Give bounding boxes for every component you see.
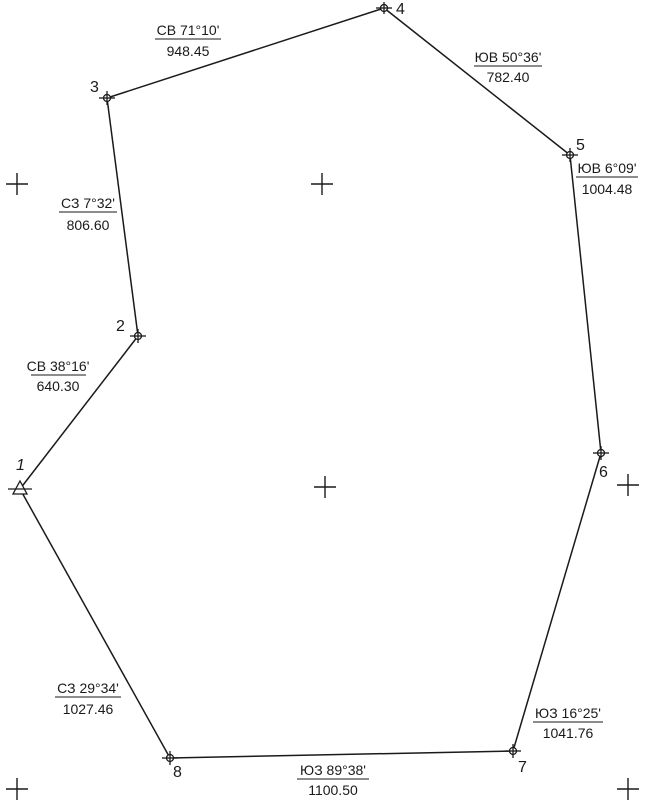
station-8-marker <box>162 751 178 765</box>
station-3-label: 3 <box>90 79 99 96</box>
station-7-marker <box>505 744 521 758</box>
station-labels <box>16 1 608 781</box>
length-label: 806.60 <box>66 217 110 233</box>
annotation-side-4-5 <box>474 49 542 85</box>
station-2-label: 2 <box>116 318 125 335</box>
annotation-side-1-2 <box>27 358 90 394</box>
station-4-label: 4 <box>396 1 405 18</box>
length-label: 1100.50 <box>308 782 358 798</box>
annotation-side-3-4 <box>155 22 221 59</box>
station-1-triangle-marker <box>8 481 32 494</box>
side-annotations <box>27 22 638 798</box>
annotation-side-6-7 <box>533 705 603 741</box>
length-label: 640.30 <box>36 378 80 394</box>
side-4-5 <box>384 8 570 155</box>
bearing-label: СЗ 7°32' <box>61 195 115 211</box>
length-label: 1027.46 <box>62 701 114 717</box>
length-label: 1041.76 <box>542 725 594 741</box>
bearing-label: ЮЗ 16°25' <box>535 705 601 721</box>
annotation-side-7-8 <box>297 762 369 798</box>
station-3-marker <box>99 91 115 105</box>
grid-cross <box>311 173 333 195</box>
grid-cross <box>6 173 28 195</box>
side-7-8 <box>170 751 513 758</box>
station-8-label: 8 <box>173 764 182 781</box>
side-2-3 <box>107 98 138 336</box>
bearing-label: ЮЗ 89°38' <box>300 762 366 778</box>
length-label: 782.40 <box>486 69 530 85</box>
side-5-6 <box>570 155 601 453</box>
grid-cross <box>617 778 639 800</box>
grid-cross <box>617 474 639 496</box>
annotation-side-2-3 <box>59 195 117 233</box>
bearing-label: СВ 38°16' <box>26 358 90 374</box>
annotation-side-5-6 <box>576 160 638 197</box>
station-7-label: 7 <box>518 759 527 776</box>
annotation-side-8-1 <box>55 680 121 717</box>
bearing-label: ЮВ 6°09' <box>577 160 637 176</box>
traverse-sides <box>20 8 601 758</box>
grid-cross <box>6 778 28 800</box>
station-1-label: 1 <box>16 457 25 474</box>
length-label: 948.45 <box>166 43 210 59</box>
station-5-label: 5 <box>576 137 585 154</box>
side-8-1 <box>20 489 170 758</box>
station-6-marker <box>593 446 609 460</box>
bearing-label: СВ 71°10' <box>156 22 220 38</box>
side-3-4 <box>107 8 384 98</box>
station-2-marker <box>130 329 146 343</box>
station-markers <box>8 2 609 765</box>
bearing-label: СЗ 29°34' <box>57 680 119 696</box>
grid-cross <box>314 476 336 498</box>
length-label: 1004.48 <box>581 181 633 197</box>
bearing-label: ЮВ 50°36' <box>474 49 542 65</box>
station-6-label: 6 <box>599 464 608 481</box>
